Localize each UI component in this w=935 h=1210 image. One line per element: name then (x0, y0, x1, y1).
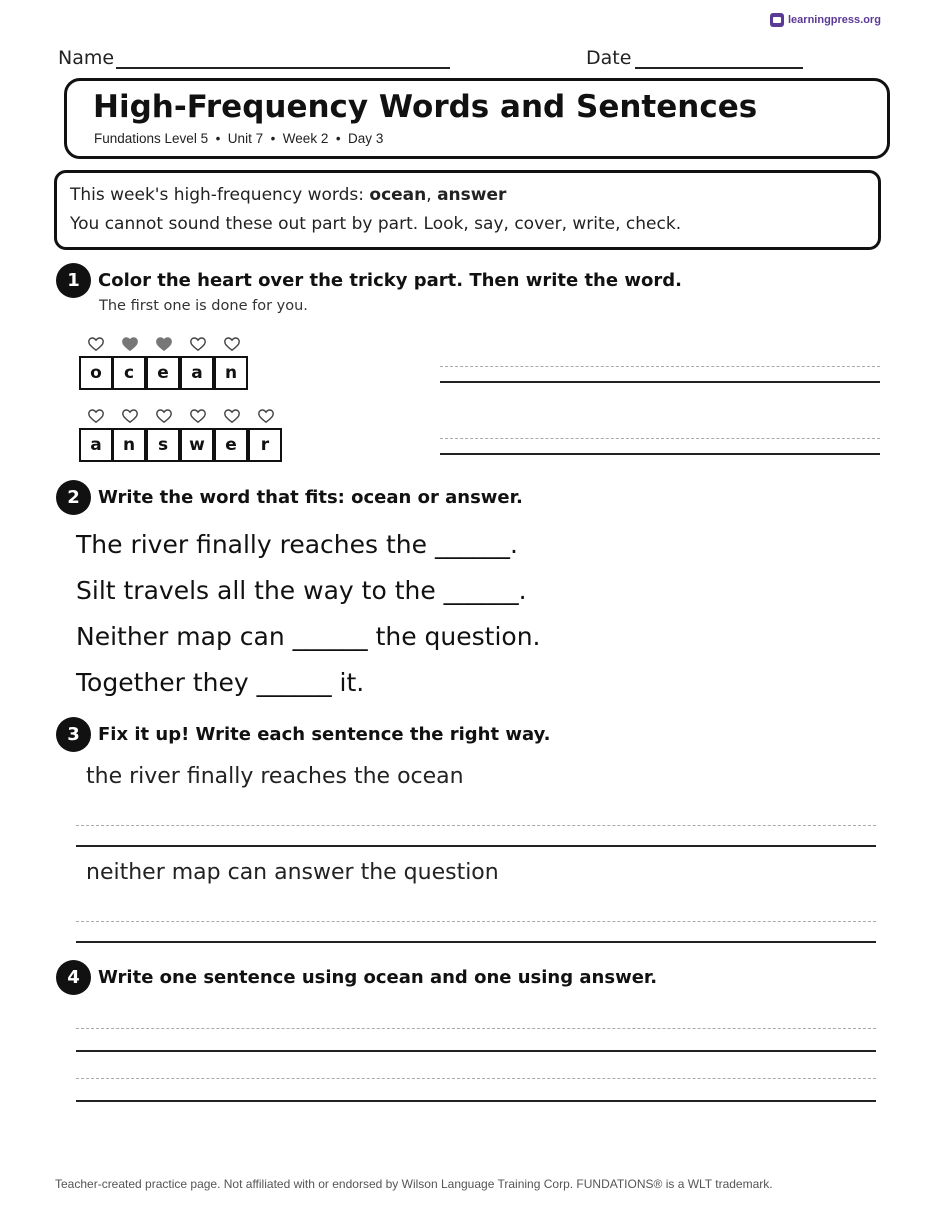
info-separator: , (426, 185, 438, 205)
fill-sentence-2: Silt travels all the way to the ______. (76, 576, 527, 605)
page-title: High-Frequency Words and Sentences (93, 89, 758, 125)
question-1-number: 1 (56, 263, 91, 298)
heart-icon[interactable] (122, 337, 138, 351)
letter-box: w (180, 428, 214, 462)
name-label: Name (58, 47, 115, 69)
info-box (54, 170, 881, 250)
letter-column (79, 337, 113, 390)
letter-box: r (248, 428, 282, 462)
heart-icon[interactable] (190, 337, 206, 351)
write-line-guide (440, 438, 880, 439)
fill-sentence-4: Together they ______ it. (76, 668, 365, 697)
letter-column (113, 337, 147, 390)
letter-box: o (79, 356, 113, 390)
heart-icon[interactable] (156, 409, 172, 423)
letter-column (215, 409, 249, 462)
write-line-guide (76, 1078, 876, 1079)
write-line-fix-2[interactable] (76, 941, 876, 943)
letter-column (249, 409, 283, 462)
heart-icon[interactable] (88, 409, 104, 423)
heart-icon[interactable] (224, 409, 240, 423)
word-answer (79, 409, 283, 462)
letter-box: e (214, 428, 248, 462)
write-line-ocean[interactable] (440, 381, 880, 383)
write-line-guide (440, 366, 880, 367)
fix-sentence-2: neither map can answer the question (86, 860, 499, 885)
write-line-sentence-2[interactable] (76, 1100, 876, 1102)
write-line-fix-1[interactable] (76, 845, 876, 847)
fill-sentence-1: The river finally reaches the ______. (76, 530, 518, 559)
question-3-text: Fix it up! Write each sentence the right way. (98, 724, 551, 745)
letter-column (147, 337, 181, 390)
write-line-guide (76, 921, 876, 922)
heart-icon[interactable] (122, 409, 138, 423)
write-line-guide (76, 1028, 876, 1029)
date-field[interactable] (635, 67, 803, 69)
letter-box: n (214, 356, 248, 390)
info-word-ocean: ocean (369, 185, 427, 205)
heart-icon[interactable] (258, 409, 274, 423)
write-line-guide (76, 825, 876, 826)
question-2-number: 2 (56, 480, 91, 515)
letter-box: s (146, 428, 180, 462)
question-4-number: 4 (56, 960, 91, 995)
title-box (64, 78, 890, 159)
heart-icon[interactable] (224, 337, 240, 351)
word-ocean (79, 337, 249, 390)
heart-icon[interactable] (190, 409, 206, 423)
logo-text: learningpress.org (788, 14, 881, 26)
book-icon (770, 13, 784, 27)
question-2-text: Write the word that fits: ocean or answer. (98, 487, 523, 508)
letter-column (181, 337, 215, 390)
question-3-number: 3 (56, 717, 91, 752)
fix-sentence-1: the river finally reaches the ocean (86, 764, 464, 789)
letter-column (147, 409, 181, 462)
letter-box: n (112, 428, 146, 462)
write-line-sentence-1[interactable] (76, 1050, 876, 1052)
question-1-subtext: The first one is done for you. (99, 298, 308, 314)
letter-box: e (146, 356, 180, 390)
heart-icon[interactable] (156, 337, 172, 351)
letter-column (113, 409, 147, 462)
info-prefix: This week's high-frequency words: (70, 185, 370, 205)
question-1-text: Color the heart over the tricky part. Then write the word. (98, 270, 682, 291)
footer-disclaimer: Teacher-created practice page. Not affiliated with or endorsed by Wilson Language Training Corp. FUNDATIONS® is a WLT trademark. (55, 1177, 773, 1191)
question-4-text: Write one sentence using ocean and one using answer. (98, 967, 658, 988)
letter-column (215, 337, 249, 390)
heart-icon[interactable] (88, 337, 104, 351)
letter-box: a (180, 356, 214, 390)
name-field[interactable] (116, 67, 450, 69)
page-subtitle: Fundations Level 5 • Unit 7 • Week 2 • Day 3 (94, 131, 384, 146)
letter-column (181, 409, 215, 462)
fill-sentence-3: Neither map can ______ the question. (76, 622, 541, 651)
info-line-instructions: You cannot sound these out part by part. Look, say, cover, write, check. (70, 214, 682, 234)
letter-column (79, 409, 113, 462)
date-label: Date (586, 47, 632, 69)
letter-box: a (79, 428, 113, 462)
logo (770, 13, 881, 27)
write-line-answer[interactable] (440, 453, 880, 455)
info-line-words (70, 185, 506, 205)
letter-box: c (112, 356, 146, 390)
info-word-answer: answer (437, 185, 507, 205)
